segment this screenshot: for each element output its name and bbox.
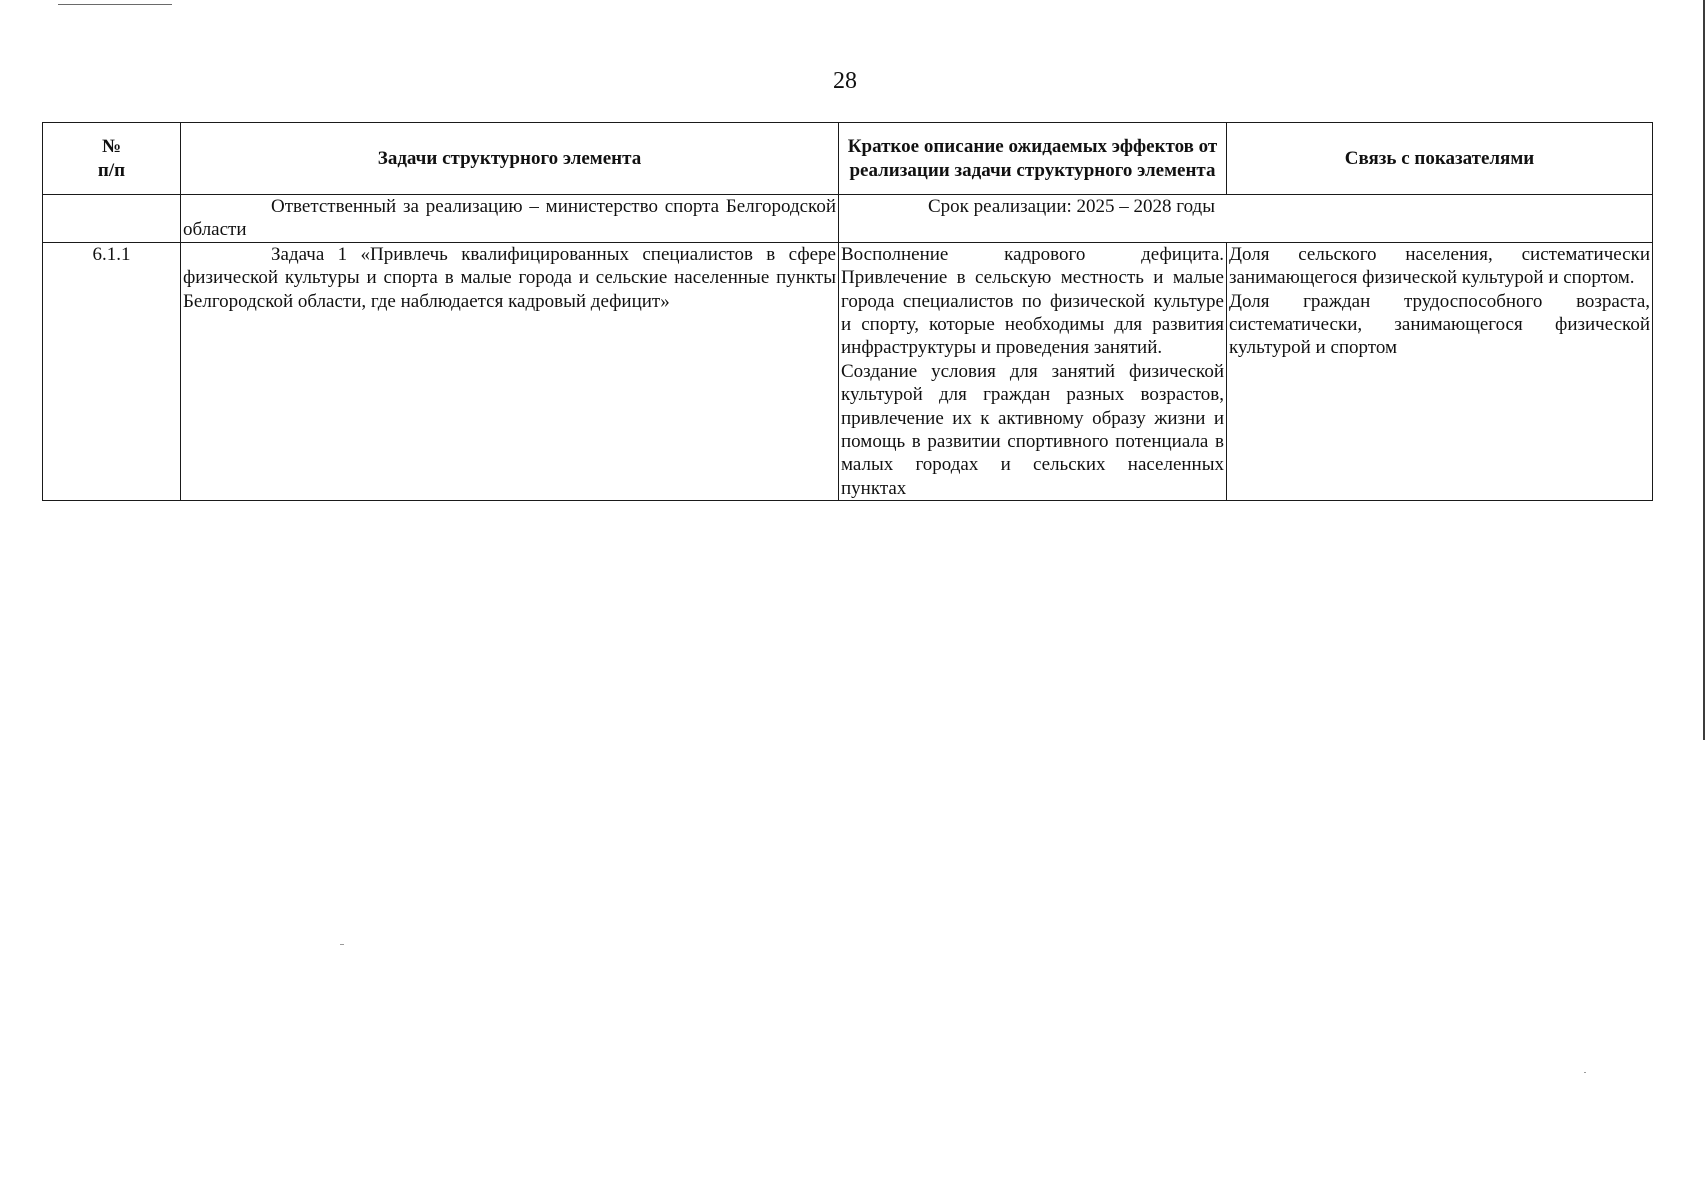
header-tasks: Задачи структурного элемента <box>181 123 839 195</box>
table-header-row <box>43 123 1653 195</box>
table-row <box>43 242 1653 500</box>
implementation-period: Срок реализации: 2025 – 2028 годы <box>839 195 1653 243</box>
structural-element-table <box>42 122 1653 501</box>
header-indicators: Связь с показателями <box>1227 123 1653 195</box>
effect-paragraph: Восполнение кадрового дефицита. Привлечение в сельскую местность и малые города специалистов по физической культуре и спорту, которые необходимы для развития инфраструктуры и проведения занятий. <box>841 243 1224 359</box>
scan-speck <box>340 944 344 945</box>
indicator-paragraph: Доля граждан трудоспособного возраста, систематически, занимающегося физической культурой и спортом <box>1229 290 1650 359</box>
task-description: Задача 1 «Привлечь квалифицированных специалистов в сфере физической культуры и спорта в малые города и сельские населенные пункты Белгородской области, где наблюдается кадровый дефицит» <box>181 242 839 500</box>
row-number: 6.1.1 <box>43 242 181 500</box>
responsible-text: Ответственный за реализацию – министерство спорта Белгородской области <box>181 195 839 243</box>
header-num: № п/п <box>43 123 181 195</box>
effect-paragraph: Создание условия для занятий физической культурой для граждан разных возрастов, привлечение их к активному образу жизни и помощь в развитии спортивного потенциала в малых городах и сельских населенных пунктах <box>841 360 1224 499</box>
responsible-num-cell <box>43 195 181 243</box>
indicator-paragraph: Доля сельского населения, систематически занимающегося физической культурой и спортом. <box>1229 243 1650 289</box>
scan-speck <box>1584 1072 1586 1073</box>
indicators-cell <box>1227 242 1653 500</box>
page-number: 28 <box>833 68 857 94</box>
effects-cell <box>839 242 1227 500</box>
page-edge-shadow <box>1703 0 1705 740</box>
responsible-row <box>43 195 1653 243</box>
header-effects: Краткое описание ожидаемых эффектов от реализации задачи структурного элемента <box>839 123 1227 195</box>
top-scan-rule <box>58 4 172 5</box>
